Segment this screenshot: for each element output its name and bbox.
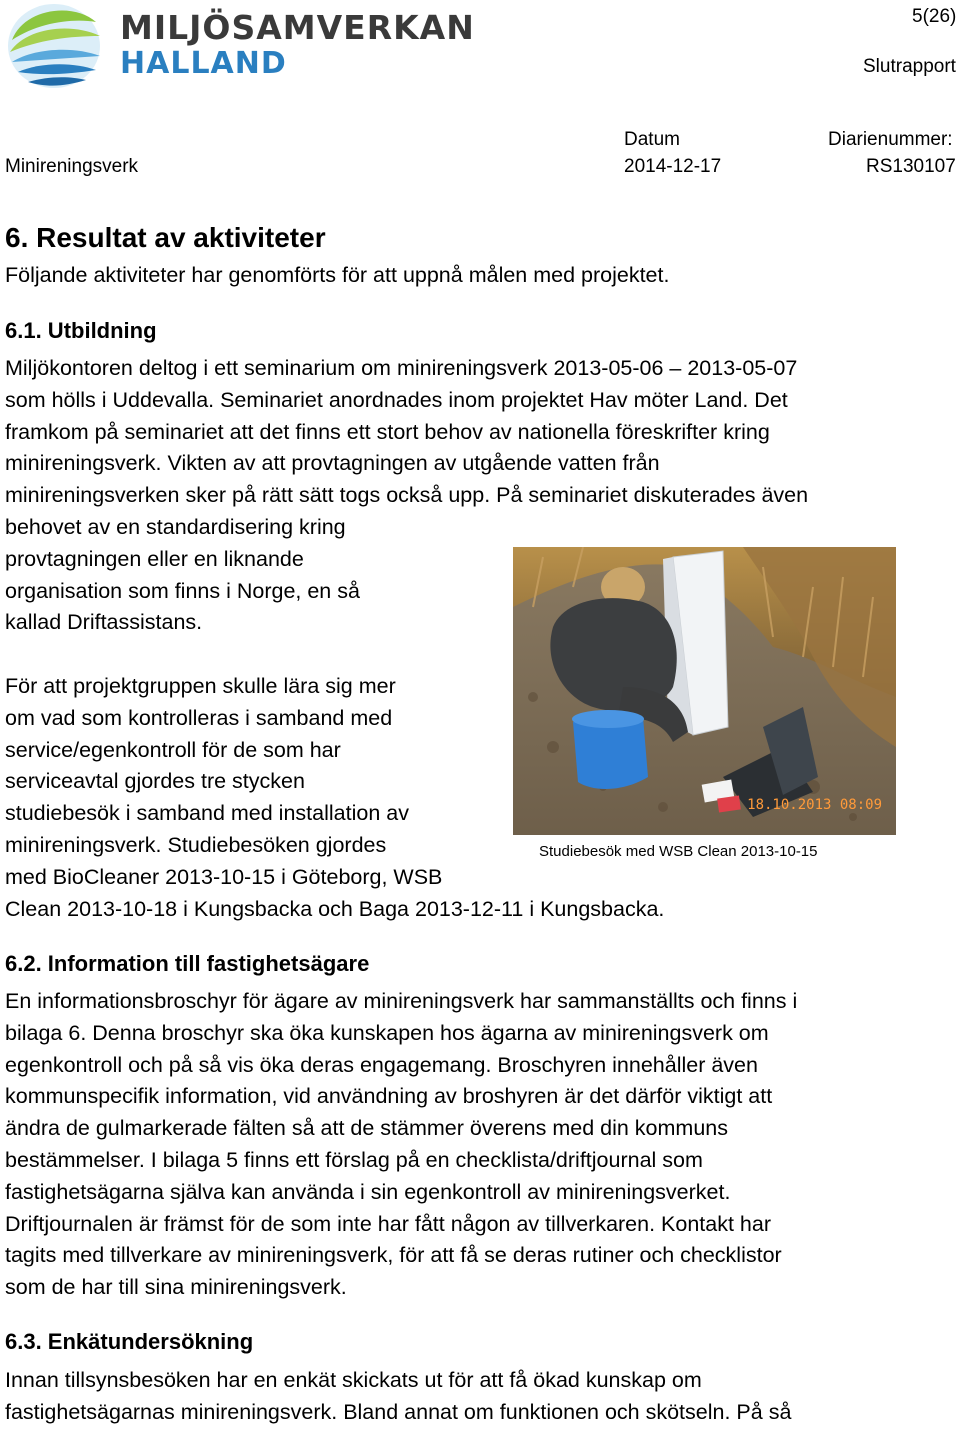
logo-text-line1: MILJÖSAMVERKAN <box>120 8 475 47</box>
paragraph-line: om vad som kontrolleras i samband med <box>5 705 393 730</box>
paragraph-line: fastighetsägarnas minireningsverk. Bland annat om funktionen och skötseln. På så <box>5 1399 792 1424</box>
paragraph-line: minireningsverk. Vikten av att provtagningen av utgående vatten från <box>5 451 660 476</box>
logo-text-line2: HALLAND <box>120 46 287 81</box>
logo-emblem-icon <box>4 0 104 96</box>
section-6-1-heading: 6.1. Utbildning <box>5 318 157 343</box>
section-6-2-paragraph <box>5 986 797 1304</box>
paragraph-line: service/egenkontroll för de som har <box>5 737 341 762</box>
paragraph-line: serviceavtal gjordes tre stycken <box>5 769 305 794</box>
paragraph-line: kommunspecifik information, vid användning av broshyren är det därför viktigt att <box>5 1084 773 1109</box>
paragraph-line: egenkontroll och på så vis öka deras engagemang. Broschyren innehåller även <box>5 1052 758 1077</box>
project-name: Minireningsverk <box>5 156 139 177</box>
paragraph-line: Miljökontoren deltog i ett seminarium om minireningsverk 2013-05-06 – 2013-05-07 <box>5 356 798 380</box>
section-6-3-paragraph <box>5 1365 791 1429</box>
diary-label: Diarienummer: <box>828 129 953 150</box>
paragraph-line: som hölls i Uddevalla. Seminariet anordnades inom projektet Hav möter Land. Det <box>5 387 788 412</box>
section-6-heading: 6. Resultat av aktiviteter <box>5 222 326 253</box>
photo-caption: Studiebesök med WSB Clean 2013-10-15 <box>539 843 818 860</box>
paragraph-line: ändra de gulmarkerade fälten så att de stämmer överens med din kommuns <box>5 1116 729 1141</box>
paragraph-line: organisation som finns i Norge, en så <box>5 578 360 603</box>
section-6-3-heading: 6.3. Enkätundersökning <box>5 1329 254 1354</box>
paragraph-line: behovet av en standardisering kring <box>5 514 346 539</box>
paragraph-line: Innan tillsynsbesöken har en enkät skickats ut för att få ökad kunskap om <box>5 1368 702 1392</box>
paragraph-line: kallad Driftassistans. <box>5 610 203 635</box>
paragraph-line: En informationsbroschyr för ägare av minireningsverk har sammanställts och finns i <box>5 989 798 1013</box>
section-6-intro: Följande aktiviteter har genomförts för att uppnå målen med projektet. <box>5 263 670 287</box>
paragraph-line: fastighetsägarna själva kan använda i sin egenkontroll av minireningsverket. <box>5 1179 731 1204</box>
paragraph-line: bilaga 6. Denna broschyr ska öka kunskapen hos ägarna av minireningsverk om <box>5 1020 769 1045</box>
photo-illustration <box>513 547 896 835</box>
logo <box>4 0 475 96</box>
paragraph-line: framkom på seminariet att det finns ett stort behov av nationella föreskrifter kring <box>5 419 770 444</box>
paragraph-line: Clean 2013-10-18 i Kungsbacka och Baga 2013-12-11 i Kungsbacka. <box>5 896 665 921</box>
study-visit-photo <box>513 547 896 835</box>
paragraph-line: minireningsverk. Studiebesöken gjordes <box>5 832 387 857</box>
paragraph-line: bestämmelser. I bilaga 5 finns ett förslag på en checklista/driftjournal som <box>5 1147 703 1172</box>
page-number: 5(26) <box>912 6 957 27</box>
paragraph-line: som de har till sina minireningsverk. <box>5 1275 347 1300</box>
paragraph-line: med BioCleaner 2013-10-15 i Göteborg, WSB <box>5 864 443 889</box>
photo-timestamp: 18.10.2013 08:09 <box>747 797 882 813</box>
report-type: Slutrapport <box>863 56 956 77</box>
paragraph-line: provtagningen eller en liknande <box>5 546 304 571</box>
paragraph-line: minireningsverken sker på rätt sätt togs också upp. På seminariet diskuterades även <box>5 483 809 508</box>
paragraph-line: studiebesök i samband med installation av <box>5 801 409 826</box>
paragraph-line: För att projektgruppen skulle lära sig mer <box>5 674 396 698</box>
date-label: Datum <box>624 129 680 150</box>
diary-value: RS130107 <box>866 156 956 177</box>
paragraph-line: Driftjournalen är främst för de som inte har fått någon av tillverkaren. Kontakt har <box>5 1211 772 1236</box>
date-value: 2014-12-17 <box>624 156 722 177</box>
section-6-2-heading: 6.2. Information till fastighetsägare <box>5 951 370 976</box>
paragraph-line: tagits med tillverkare av minireningsverk, för att få se deras rutiner och checklistor <box>5 1243 782 1268</box>
